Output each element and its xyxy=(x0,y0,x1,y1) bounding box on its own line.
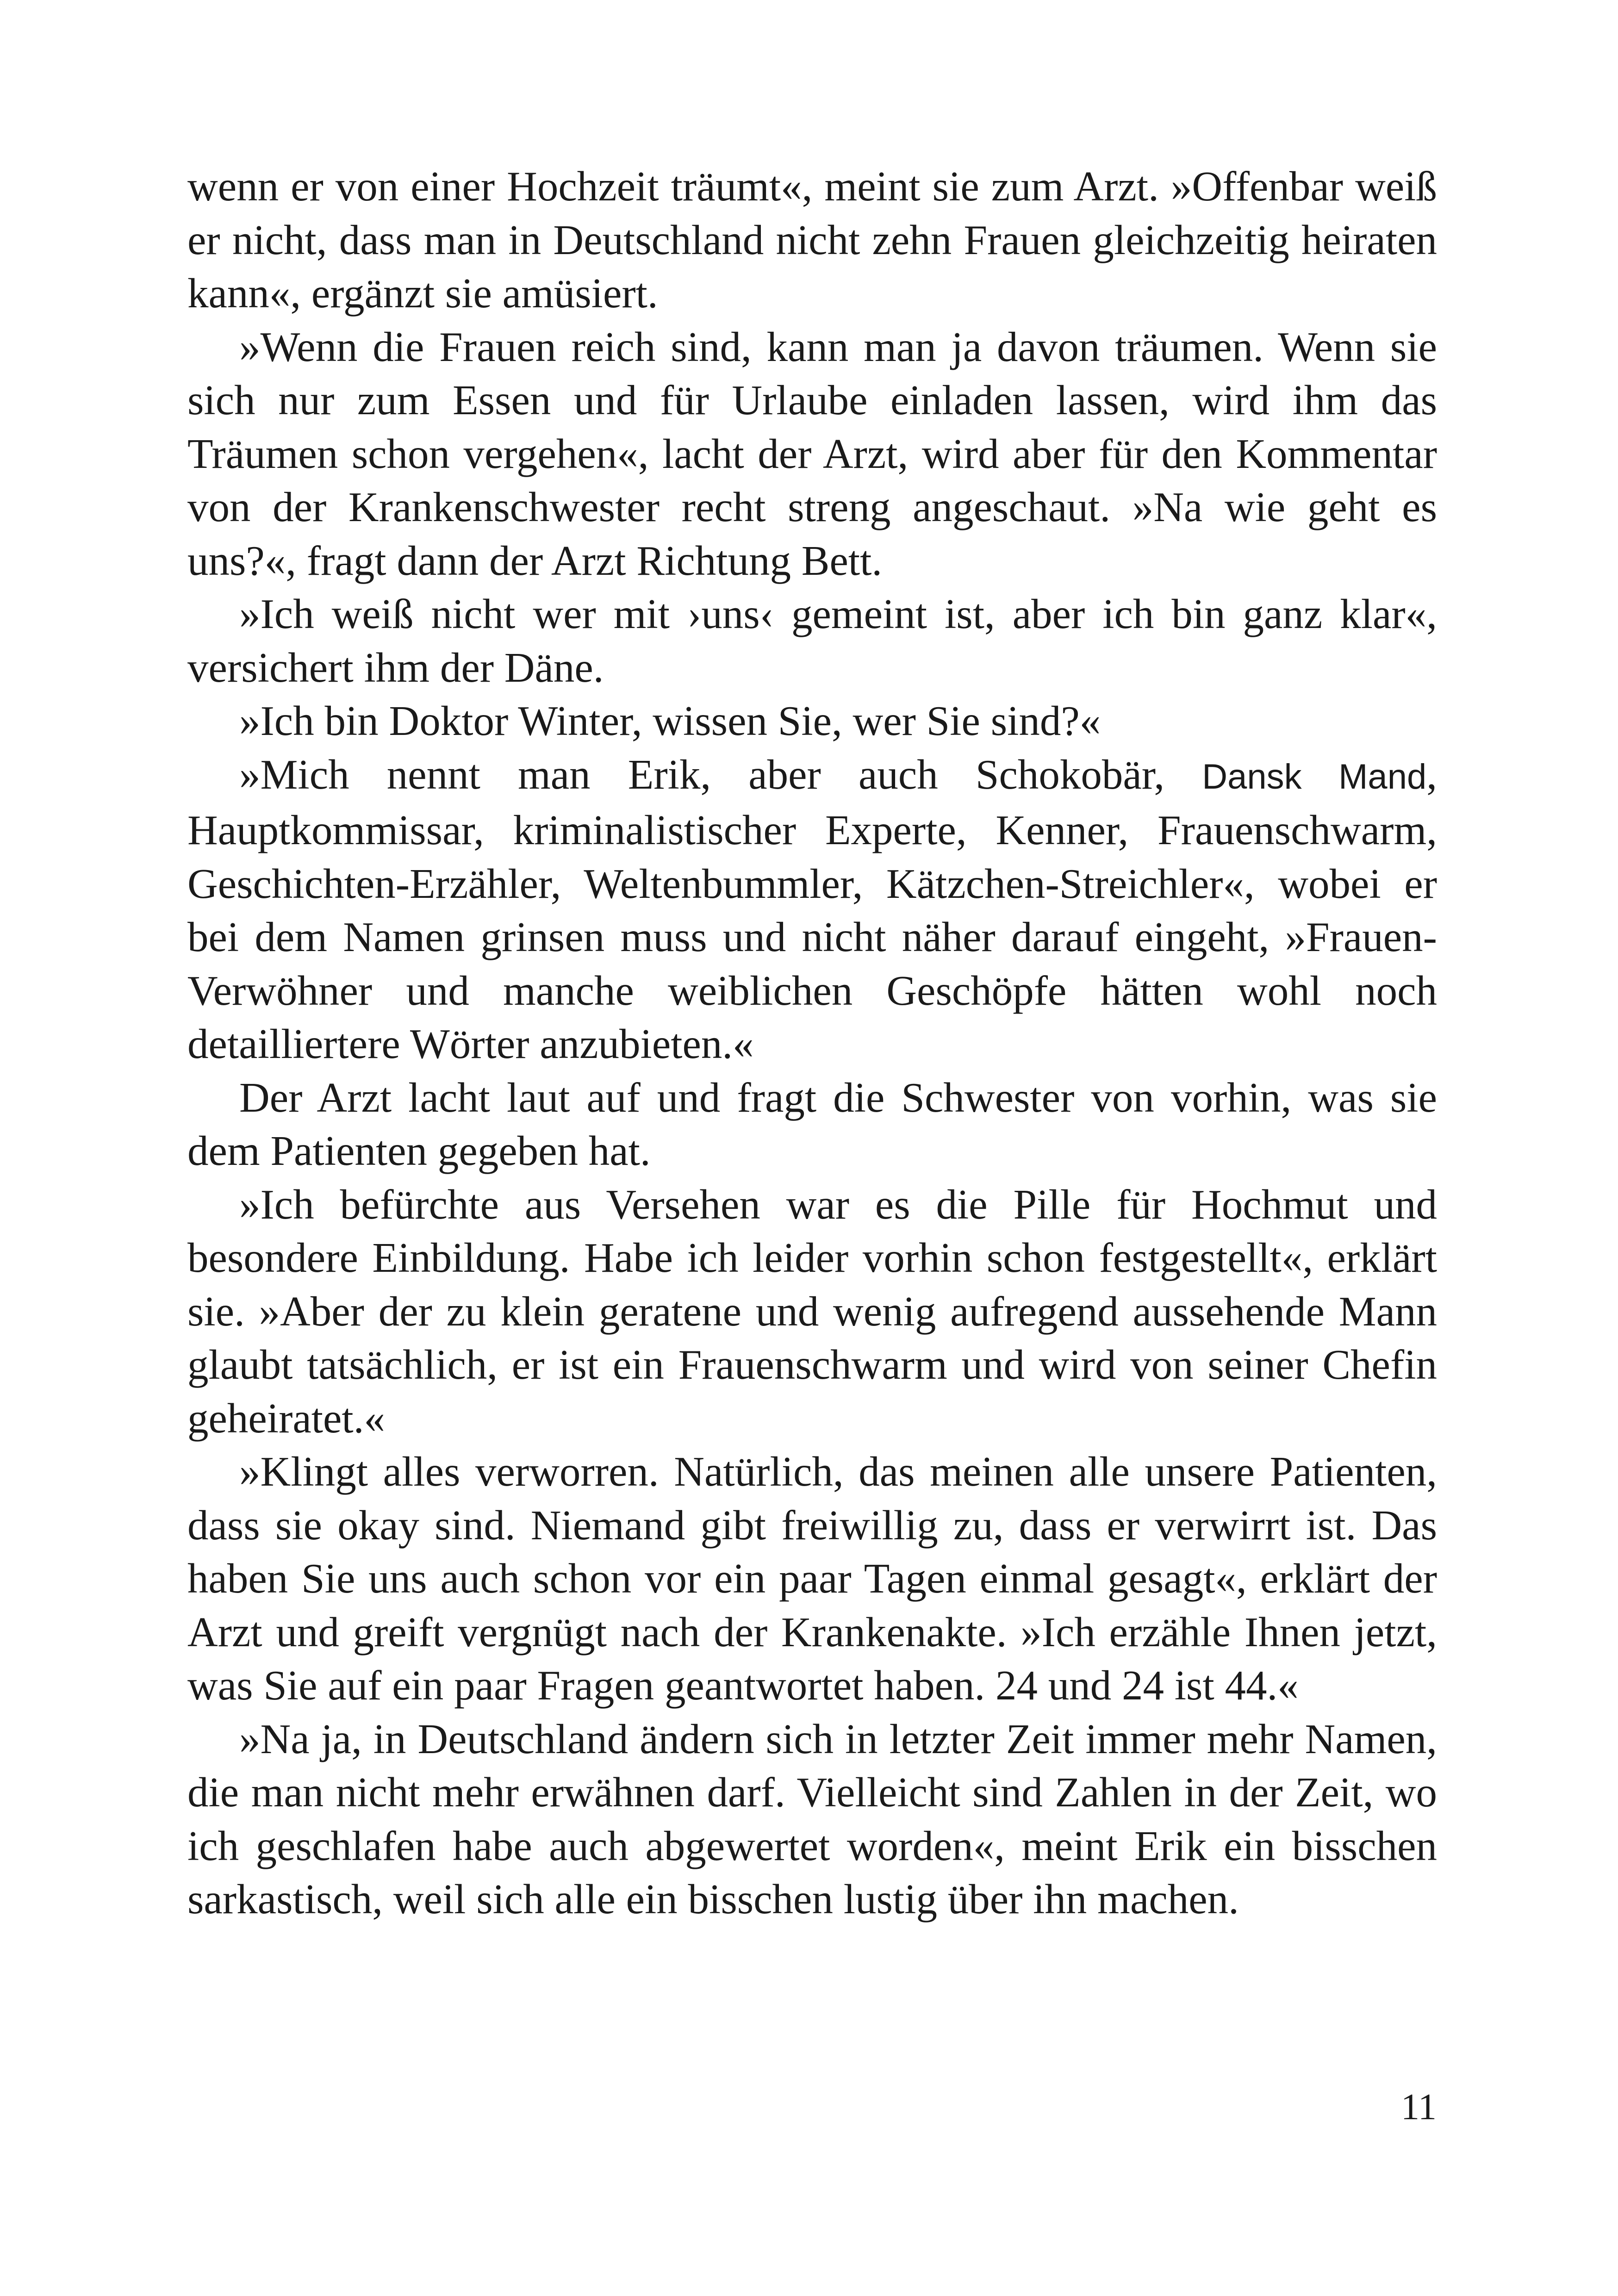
paragraph-8: »Klingt alles verworren. Natürlich, das meinen alle unsere Patienten, dass sie okay sind. Niemand gibt freiwillig zu, dass er verwirrt ist. Das haben Sie uns auch schon vor ein paar Tagen einmal gesagt«, erklärt der Arzt und greift vergnügt nach der Krankenakte. »Ich erzähle Ihnen jetzt, was Sie auf ein paar Fragen geantwortet haben. 24 und 24 ist 44.« xyxy=(187,1448,1437,1709)
paragraph-3: »Ich weiß nicht wer mit ›uns‹ gemeint ist, aber ich bin ganz klar«, versichert ihm der Däne. xyxy=(187,591,1437,691)
paragraph-6: Der Arzt lacht laut auf und fragt die Schwester von vorhin, was sie dem Patienten gegeben hat. xyxy=(187,1074,1437,1174)
paragraph-5-after: , Hauptkommissar, kriminalistischer Experte, Kenner, Frauenschwarm, Geschichten-Erzähler, Weltenbummler, Kätzchen-Streichler«, wobei er bei dem Namen grinsen muss und nicht näher darauf eingeht, »Frauen-Verwöhner und manche weiblichen Geschöpfe hätten wohl noch detailliertere Wörter anzubieten.« xyxy=(187,751,1437,1067)
paragraph-5 xyxy=(187,748,1437,1071)
paragraph-5-before: »Mich nennt man Erik, aber auch Schokobär, xyxy=(239,751,1202,798)
paragraph-2: »Wenn die Frauen reich sind, kann man ja davon träumen. Wenn sie sich nur zum Essen und für Urlaube einladen lassen, wird ihm das Träumen schon vergehen«, lacht der Arzt, wird aber für den Kommentar von der Krankenschwester recht streng angeschaut. »Na wie geht es uns?«, fragt dann der Arzt Richtung Bett. xyxy=(187,323,1437,584)
page-number: 11 xyxy=(1400,2087,1437,2128)
dansk-mand-phrase: Dansk Mand xyxy=(1202,757,1427,796)
body-text xyxy=(187,160,1437,1926)
paragraph-7: »Ich befürchte aus Versehen war es die Pille für Hochmut und besondere Einbildung. Habe ich leider vorhin schon festgestellt«, erklärt sie. »Aber der zu klein geratene und wenig aufregend aussehende Mann glaubt tatsächlich, er ist ein Frauenschwarm und wird von seiner Chefin geheiratet.« xyxy=(187,1181,1437,1442)
paragraph-9: »Na ja, in Deutschland ändern sich in letzter Zeit immer mehr Namen, die man nicht mehr erwähnen darf. Vielleicht sind Zahlen in der Zeit, wo ich geschlafen habe auch abgewertet worden«, meint Erik ein bisschen sarkastisch, weil sich alle ein bisschen lustig über ihn machen. xyxy=(187,1715,1437,1923)
paragraph-4: »Ich bin Doktor Winter, wissen Sie, wer Sie sind?« xyxy=(239,697,1101,744)
paragraph-1: wenn er von einer Hochzeit träumt«, meint sie zum Arzt. »Offenbar weiß er nicht, dass man in Deutschland nicht zehn Frauen gleichzeitig heiraten kann«, ergänzt sie amüsiert. xyxy=(187,163,1437,317)
